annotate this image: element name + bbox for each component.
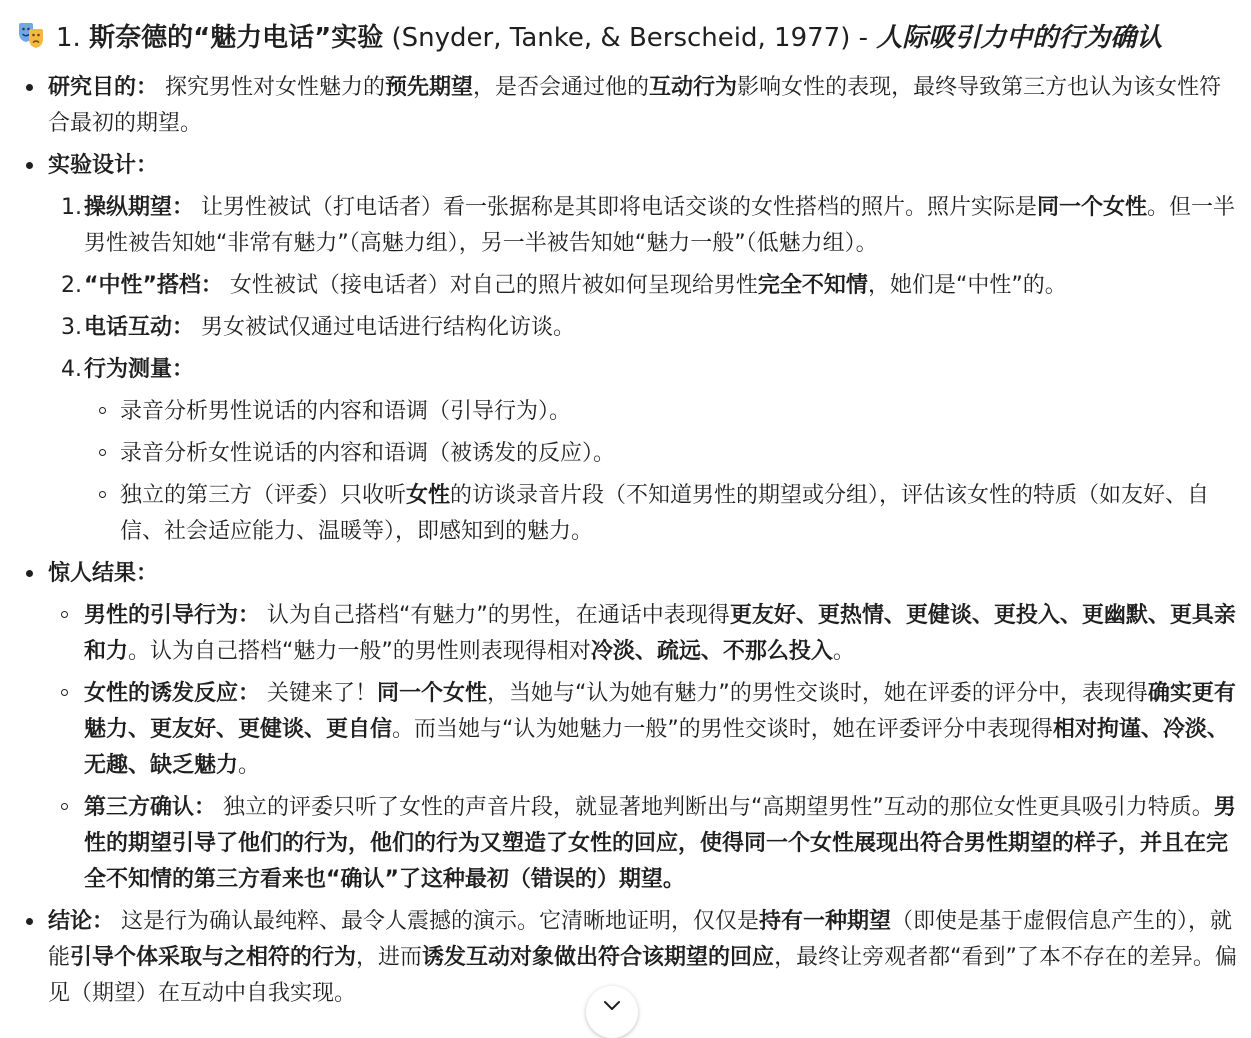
step-number: 1. (61, 195, 82, 220)
theater-masks-icon (16, 20, 46, 50)
purpose-text-3: 影响女性的表现，最终导致第三方也认为该女性符合最初的期望。 (48, 75, 1222, 136)
measurement-text: 的访谈录音片段（不知道男性的期望或分组），评估该女性的特质（如友好、自信、社会适应能力、温暖等），即感知到的魅力。 (120, 483, 1210, 544)
conclusion-text: ，进而 (356, 945, 423, 970)
results-label: 惊人结果： (48, 561, 159, 586)
step-text: 。但一半男性被告知她“非常有魅力”（高魅力组），另一半被告知她“魅力一般”（低魅力组）。 (84, 195, 1236, 256)
step-bold: 同一个女性 (1037, 195, 1148, 220)
result-text: 。 (832, 639, 855, 664)
step-label: 操纵期望： (84, 195, 195, 220)
step-text: 让男性被试（打电话者）看一张据称是其即将电话交谈的女性搭档的照片。照片实际是 (194, 195, 1038, 220)
heading-title: 斯奈德的“魅力电话”实验 (89, 23, 384, 53)
heading-citation: (Snyder, Tanke, & Berscheid, 1977) - (383, 23, 877, 53)
result-bold: 男性的期望引导了他们的行为，他们的行为又塑造了女性的回应，使得同一个女性展现出符合男性期望的样子，并且在完全不知情的第三方看来也“确认”了这种最初（错误的）期望。 (84, 795, 1236, 892)
result-text: 独立的评委只听了女性的声音片段，就显著地判断出与“高期望男性”互动的那位女性更具吸引力特质。 (216, 795, 1214, 820)
result-text: 认为自己搭档“有魅力”的男性，在通话中表现得 (260, 603, 730, 628)
design-step (48, 190, 1240, 262)
list-item-design (0, 148, 1240, 550)
design-label: 实验设计： (48, 153, 159, 178)
conclusion-bold: 诱发互动对象做出符合该期望的回应 (422, 945, 775, 970)
heading-subtitle: 人际吸引力中的行为确认 (876, 23, 1163, 53)
result-item (48, 790, 1240, 898)
results-list (48, 598, 1240, 898)
step-label: 行为测量： (84, 357, 195, 382)
measurement-bold: 女性 (406, 483, 451, 508)
conclusion-text: ，最终让旁观者都“看到”了本不存在的差异。偏见（期望）在互动中自我实现。 (48, 945, 1237, 1006)
step-text: ，她们是“中性”的。 (867, 273, 1067, 298)
measurement-list (84, 394, 1240, 550)
purpose-text-1: 探究男性对女性魅力的 (158, 75, 386, 100)
design-steps (48, 190, 1240, 550)
measurement-text: 录音分析女性说话的内容和语调（被诱发的反应）。 (120, 441, 616, 466)
result-bold: 冷淡、疏远、不那么投入 (590, 639, 833, 664)
result-label: 第三方确认： (84, 795, 217, 820)
conclusion-text: （即使是基于虚假信息产生的），就能 (48, 909, 1233, 970)
purpose-label: 研究目的： (48, 75, 159, 100)
section-heading (16, 16, 1236, 60)
step-number: 3. (61, 315, 82, 340)
result-bold: 确实更有魅力、更友好、更健谈、更自信 (84, 681, 1236, 742)
measurement-item (84, 394, 1240, 430)
result-text: 关键来了！ (260, 681, 378, 706)
heading-prefix: 1. (56, 23, 90, 53)
purpose-bold-2: 互动行为 (649, 75, 738, 100)
design-step (48, 268, 1240, 304)
step-number: 4. (61, 357, 82, 382)
result-text: ，当她与“认为她有魅力”的男性交谈时，她在评委的评分中，表现得 (487, 681, 1148, 706)
design-step (48, 310, 1240, 346)
purpose-bold-1: 预先期望 (385, 75, 474, 100)
step-text: 男女被试仅通过电话进行结构化访谈。 (194, 315, 576, 340)
result-item (48, 676, 1240, 784)
content (0, 70, 1240, 1018)
result-label: 男性的引导行为： (84, 603, 261, 628)
conclusion-text: 这是行为确认最纯粹、最令人震撼的演示。它清晰地证明，仅仅是 (114, 909, 760, 934)
scroll-down-button[interactable] (586, 986, 638, 1038)
list-item-purpose (0, 70, 1240, 142)
result-text: 。而当她与“认为她魅力一般”的男性交谈时，她在评委评分中表现得 (392, 717, 1053, 742)
step-number: 2. (61, 273, 82, 298)
result-bold: 同一个女性 (377, 681, 488, 706)
measurement-item (84, 478, 1240, 550)
result-label: 女性的诱发反应： (84, 681, 261, 706)
measurement-text: 独立的第三方（评委）只收听 (120, 483, 407, 508)
purpose-text-2: ，是否会通过他的 (473, 75, 650, 100)
result-text: 。认为自己搭档“魅力一般”的男性则表现得相对 (128, 639, 591, 664)
step-text: 女性被试（接电话者）对自己的照片被如何呈现给男性 (222, 273, 758, 298)
result-bold: 更友好、更热情、更健谈、更投入、更幽默、更具亲和力 (84, 603, 1236, 664)
step-bold: 完全不知情 (757, 273, 868, 298)
step-label: “中性”搭档： (84, 273, 223, 298)
conclusion-bold: 引导个体采取与之相符的行为 (70, 945, 357, 970)
measurement-item (84, 436, 1240, 472)
main-list (0, 70, 1240, 1012)
chevron-down-icon (603, 1000, 621, 1012)
result-bold: 相对拘谨、冷淡、无趣、缺乏魅力 (84, 717, 1229, 778)
conclusion-label: 结论： (48, 909, 115, 934)
measurement-text: 录音分析男性说话的内容和语调（引导行为）。 (120, 399, 572, 424)
result-item (48, 598, 1240, 670)
result-text: 。 (238, 753, 261, 778)
conclusion-bold: 持有一种期望 (759, 909, 892, 934)
design-step (48, 352, 1240, 550)
list-item-results (0, 556, 1240, 898)
step-label: 电话互动： (84, 315, 195, 340)
